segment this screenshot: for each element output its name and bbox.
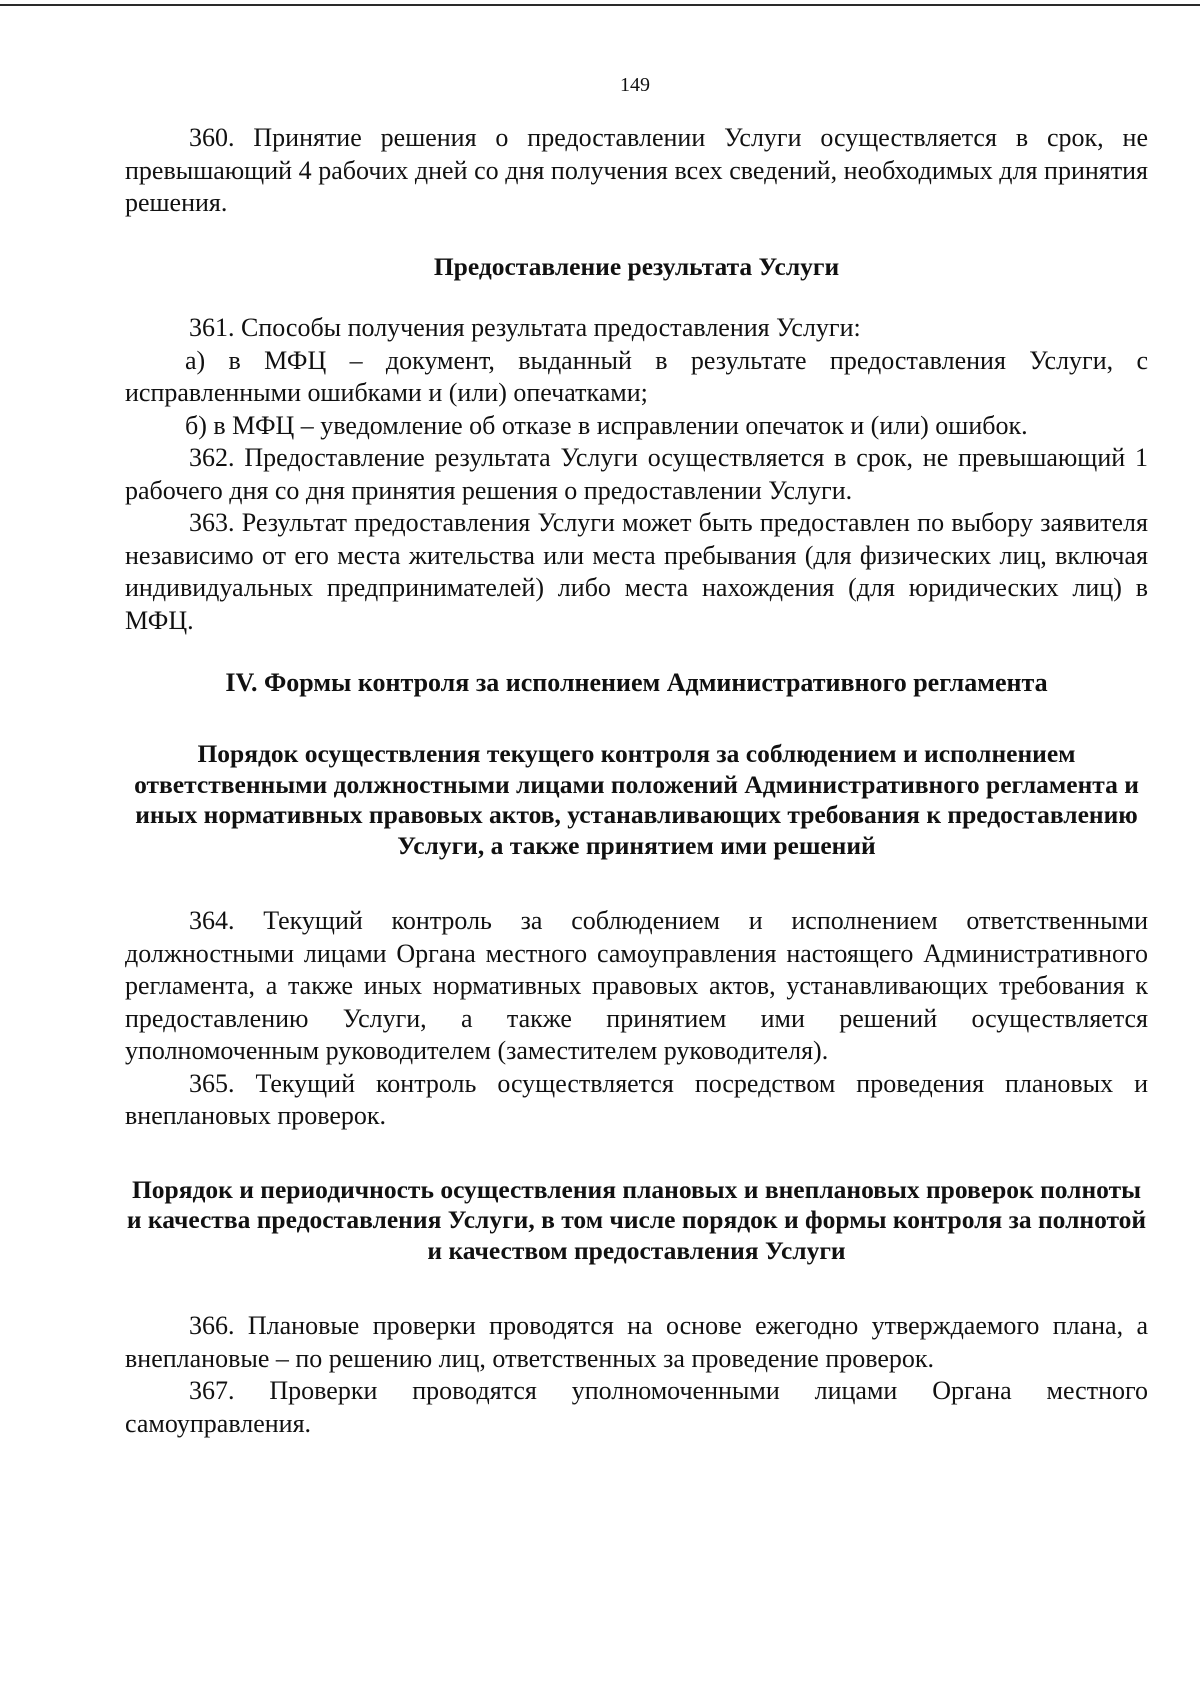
spacer [125,637,1148,667]
paragraph-361: 361. Способы получения результата предоставления Услуги: [189,313,861,342]
spacer [125,220,1148,252]
paragraph-367: 367. Проверки проводятся уполномоченными лицами Органа местного самоуправления. [125,1376,1148,1438]
paragraph-360: 360. Принятие решения о предоставлении Услуги осуществляется в срок, не превышающий 4 рабочих дней со дня получения всех сведений, необходимых для принятия решения. [125,123,1148,217]
paragraph-362: 362. Предоставление результата Услуги осуществляется в срок, не превышающий 1 рабочего дня со дня принятия решения о предоставлении Услуги. [125,443,1148,505]
page-content [125,122,1148,1440]
paragraph-361-item-b: б) в МФЦ – уведомление об отказе в исправлении опечаток и (или) ошибок. [185,410,1028,440]
paragraph-364: 364. Текущий контроль за соблюдением и исполнением ответственными должностными лицами Органа местного самоуправления настоящего Административного регламента, а также иных нормативных правовых актов, устанавливающих требования к предоставлению Услуги, а также принятием ими решений осуществляется уполномоченным руководителем (заместителем руководителя). [125,906,1148,1065]
page-number: 149 [620,74,650,96]
spacer [125,861,1148,905]
heading-current-control: Порядок осуществления текущего контроля за соблюдением и исполнением ответственными должностными лицами положений Административного регламента и иных нормативных правовых актов, устанавливающих требования к предоставлению Услуги, а также принятием ими решений [134,739,1139,860]
page-top-border [0,4,1200,6]
paragraph-365: 365. Текущий контроль осуществляется посредством проведения плановых и внеплановых проверок. [125,1068,1148,1130]
spacer [125,282,1148,312]
paragraph-361-item-a: а) в МФЦ – документ, выданный в результате предоставления Услуги, с исправленными ошибками и (или) опечатками; [125,345,1148,407]
paragraph-363: 363. Результат предоставления Услуги может быть предоставлен по выбору заявителя независимо от его места жительства или места пребывания (для физических лиц, включая индивидуальных предпринимателей) либо места нахождения (для юридических лиц) в МФЦ. [125,508,1148,635]
paragraph-366: 366. Плановые проверки проводятся на основе ежегодно утверждаемого плана, а внеплановые – по решению лиц, ответственных за проведение проверок. [125,1311,1148,1373]
heading-inspections: Порядок и периодичность осуществления плановых и внеплановых проверок полноты и качества предоставления Услуги, в том числе порядок и формы контроля за полнотой и качеством предоставления Услуги [126,1174,1147,1265]
spacer [125,1133,1148,1175]
section-iv-title: IV. Формы контроля за исполнением Административного регламента [225,668,1048,697]
spacer [125,699,1148,739]
spacer [125,1266,1148,1310]
heading-result-provision: Предоставление результата Услуги [433,251,840,281]
